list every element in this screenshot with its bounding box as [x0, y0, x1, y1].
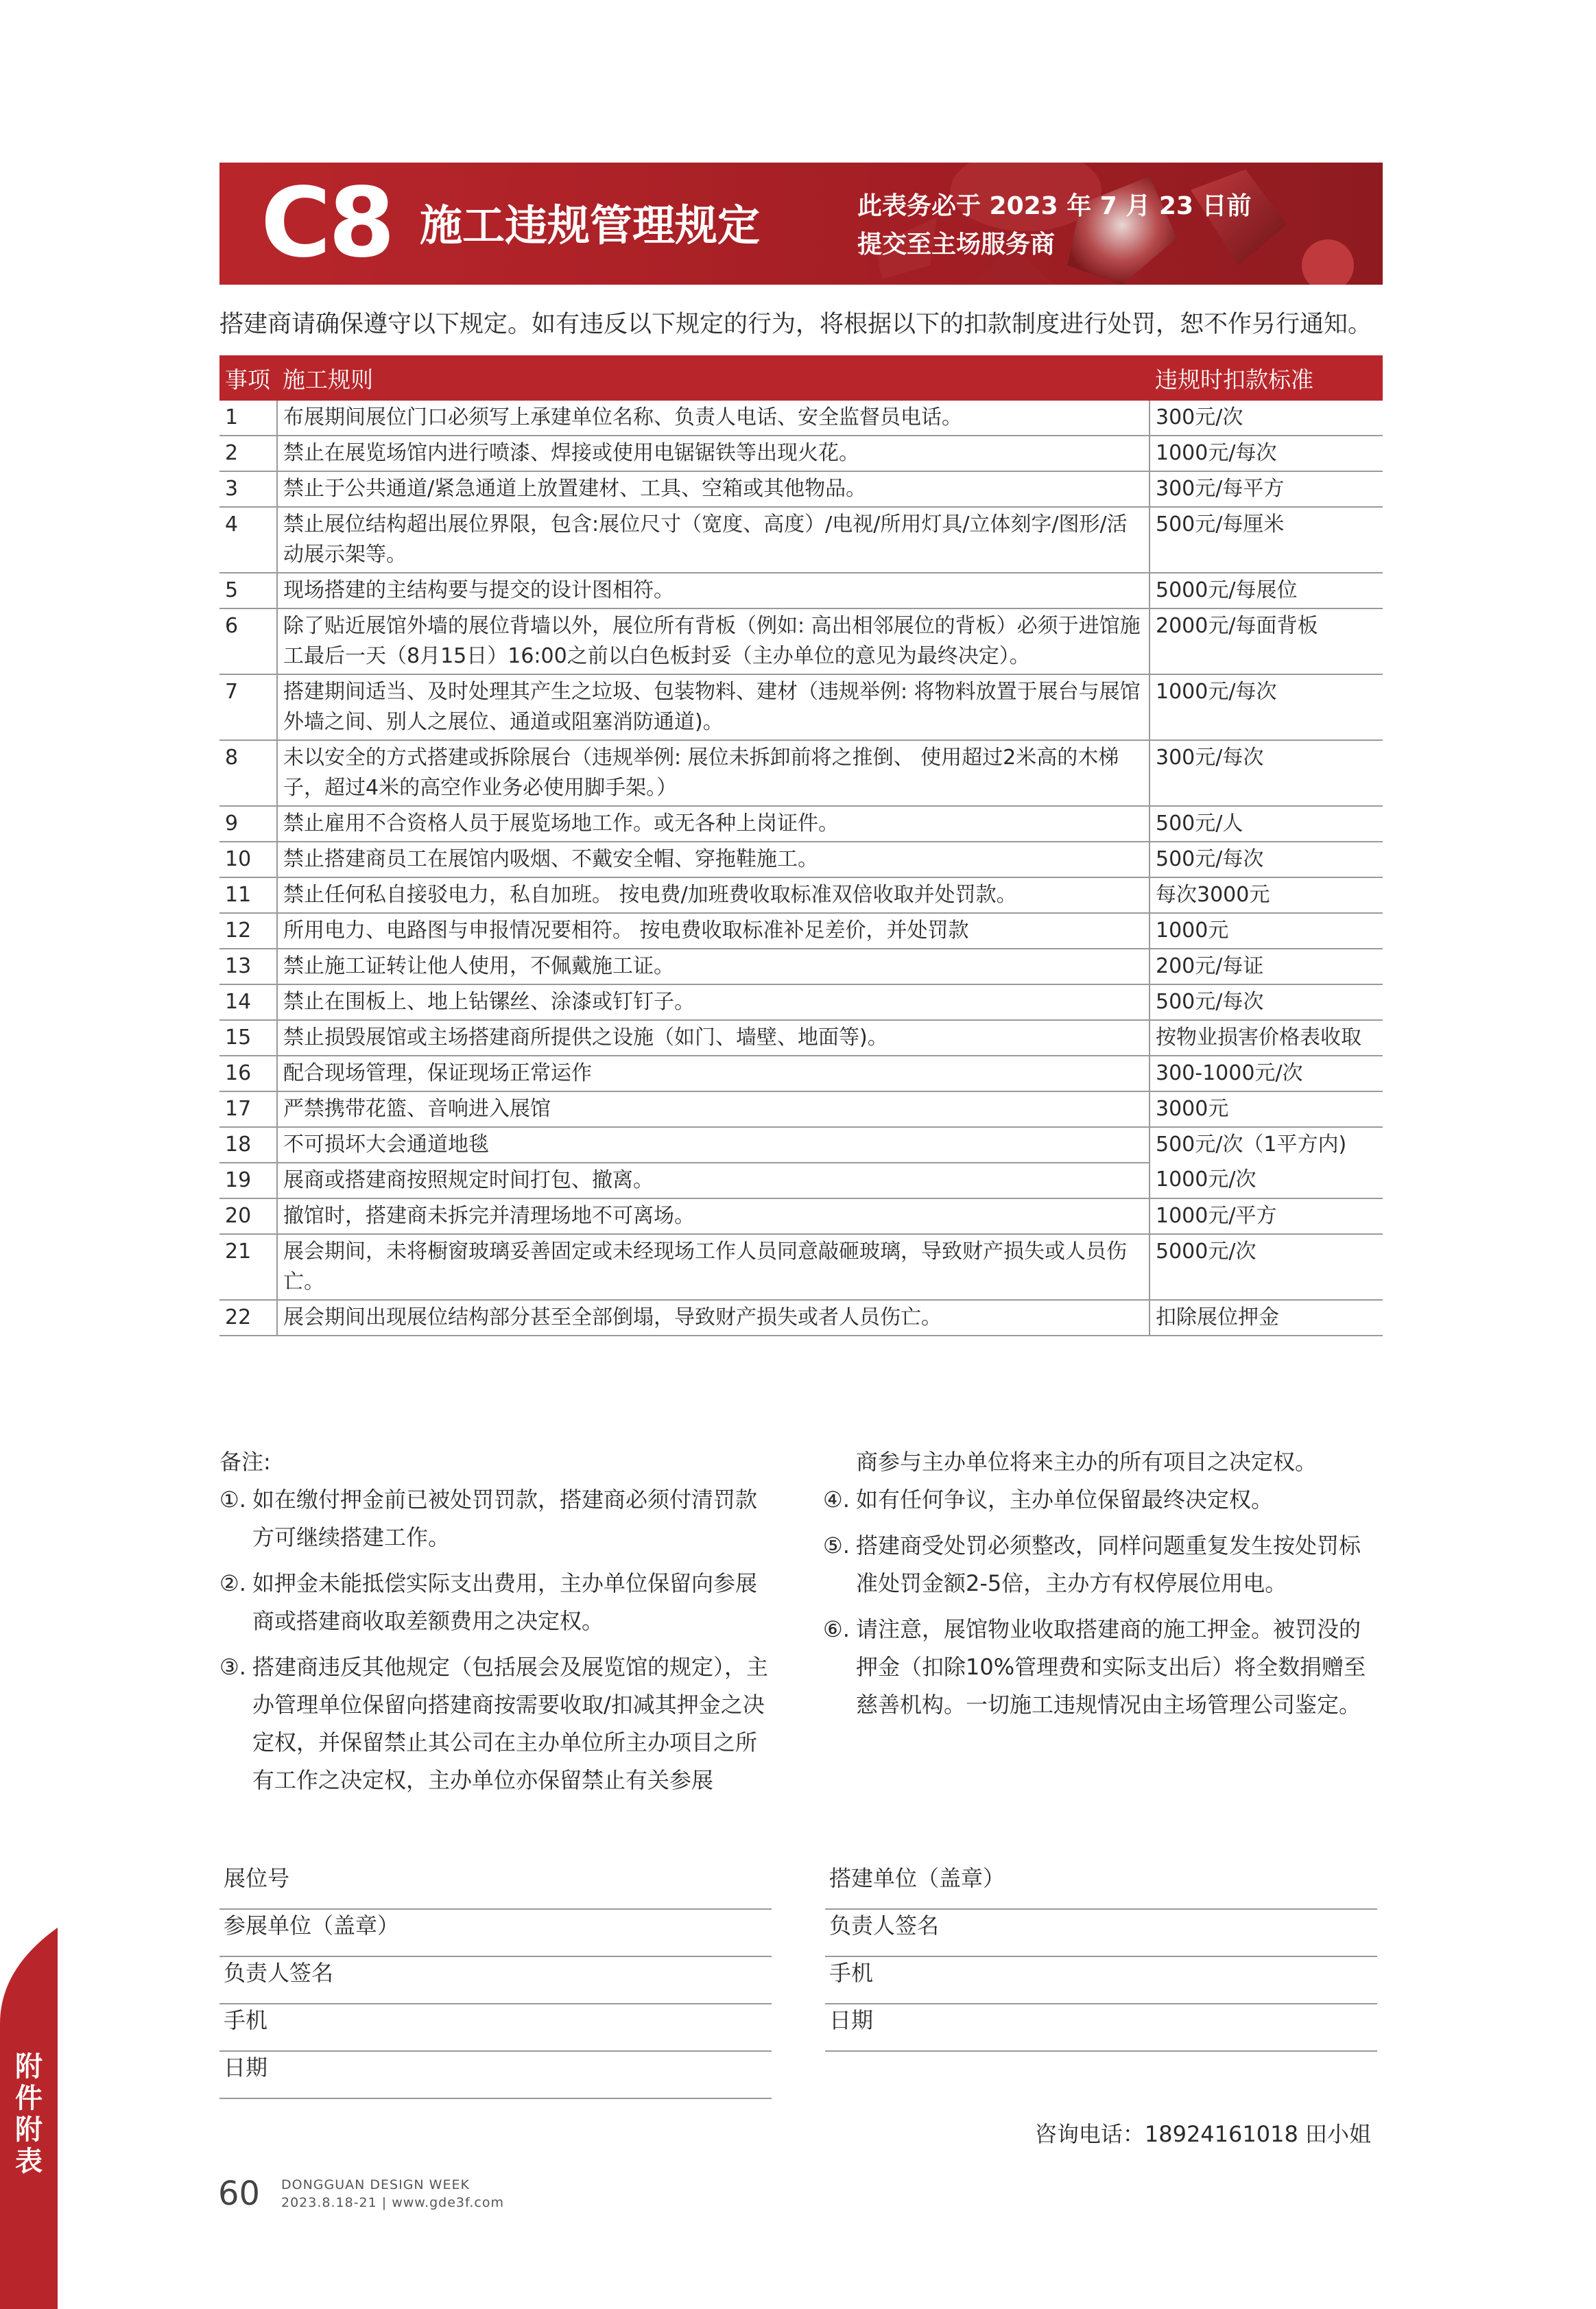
item-number: 22 — [219, 1300, 277, 1336]
item-number: 20 — [219, 1198, 277, 1234]
rule-text: 搭建期间适当、及时处理其产生之垃圾、包装物料、建材（违规举例: 将物料放置于展台与展馆外墙之间、别人之展位、通道或阻塞消防通道)。 — [277, 674, 1150, 740]
notes-right-list — [823, 1481, 1382, 1724]
table-row — [219, 1234, 1383, 1300]
form-field[interactable] — [825, 1958, 1377, 2004]
note-item — [219, 1481, 778, 1556]
note-text: 如在缴付押金前已被处罚罚款，搭建商必须付清罚款方可继续搭建工作。 — [252, 1487, 758, 1550]
table-row — [219, 1056, 1383, 1091]
note-item — [219, 1565, 778, 1640]
rules-table — [219, 355, 1383, 1336]
table-row — [219, 1091, 1383, 1127]
penalty-amount: 1000元/次 — [1150, 1163, 1383, 1198]
rule-text: 禁止施工证转让他人使用，不佩戴施工证。 — [277, 949, 1150, 984]
table-row — [219, 608, 1383, 674]
form-field[interactable] — [219, 2052, 772, 2099]
penalty-amount: 2000元/每面背板 — [1150, 608, 1383, 674]
item-number: 10 — [219, 842, 277, 877]
table-row — [219, 949, 1383, 984]
penalty-amount: 500元/人 — [1150, 806, 1383, 842]
penalty-amount: 按物业损害价格表收取 — [1150, 1020, 1383, 1056]
rule-text: 禁止任何私自接驳电力，私自加班。 按电费/加班费收取标准双倍收取并处罚款。 — [277, 877, 1150, 913]
penalty-amount: 200元/每证 — [1150, 949, 1383, 984]
notes-heading: 备注: — [219, 1449, 271, 1475]
item-number: 15 — [219, 1020, 277, 1056]
item-number: 8 — [219, 740, 277, 806]
form-field-label: 展位号 — [224, 1865, 290, 1891]
penalty-amount: 5000元/每展位 — [1150, 573, 1383, 608]
rule-text: 展会期间出现展位结构部分甚至全部倒塌，导致财产损失或者人员伤亡。 — [277, 1300, 1150, 1336]
table-row — [219, 573, 1383, 608]
item-number: 6 — [219, 608, 277, 674]
rule-text: 禁止在围板上、地上钻镙丝、涂漆或钉钉子。 — [277, 984, 1150, 1020]
table-row — [219, 1198, 1383, 1234]
table-row — [219, 806, 1383, 842]
penalty-amount: 扣除展位押金 — [1150, 1300, 1383, 1336]
penalty-amount: 1000元/平方 — [1150, 1198, 1383, 1234]
deadline-line-1: 此表务必于 2023 年 7 月 23 日前 — [857, 192, 1252, 220]
item-number: 4 — [219, 507, 277, 573]
form-field-label: 搭建单位（盖章） — [829, 1865, 1005, 1891]
form-field[interactable] — [219, 1958, 772, 2004]
form-field[interactable] — [219, 1910, 772, 1957]
note-number: ⑤. — [823, 1532, 850, 1559]
note-text: 搭建商违反其他规定（包括展会及展览馆的规定），主办管理单位保留向搭建商按需要收取/扣减其押金之决定权，并保留禁止其公司在主办单位所主办项目之所有工作之决定权，主办单位亦保留禁止有关参展 — [252, 1654, 769, 1793]
penalty-amount: 5000元/次 — [1150, 1234, 1383, 1300]
table-row — [219, 1020, 1383, 1056]
item-number: 11 — [219, 877, 277, 913]
rules-table-body — [219, 401, 1383, 1336]
form-field[interactable] — [219, 1863, 772, 1910]
item-number: 19 — [219, 1163, 277, 1198]
form-field-label: 手机 — [829, 1960, 874, 1986]
table-row — [219, 1300, 1383, 1336]
note-item — [823, 1611, 1382, 1724]
rule-text: 现场搭建的主结构要与提交的设计图相符。 — [277, 573, 1150, 608]
item-number: 13 — [219, 949, 277, 984]
note-number: ⑥. — [823, 1616, 850, 1642]
deadline-note — [857, 187, 1252, 264]
penalty-amount: 300元/每次 — [1150, 740, 1383, 806]
section-code: C8 — [261, 167, 393, 279]
table-row — [219, 740, 1383, 806]
item-number: 1 — [219, 401, 277, 436]
penalty-amount: 3000元 — [1150, 1091, 1383, 1127]
rule-text: 展会期间，未将橱窗玻璃妥善固定或未经现场工作人员同意敲砸玻璃，导致财产损失或人员伤亡。 — [277, 1234, 1150, 1300]
column-header-item: 事项 — [219, 355, 277, 401]
form-field-label: 参展单位（盖章） — [224, 1913, 400, 1939]
intro-text: 搭建商请确保遵守以下规定。如有违反以下规定的行为，将根据以下的扣款制度进行处罚，恕不作另行通知。 — [219, 311, 1372, 338]
penalty-amount: 1000元 — [1150, 913, 1383, 949]
item-number: 3 — [219, 471, 277, 507]
column-header-penalty: 违规时扣款标准 — [1150, 355, 1383, 401]
footer-brand — [281, 2176, 504, 2212]
contact-info: 咨询电话：18924161018 田小姐 — [1034, 2121, 1371, 2147]
rule-text: 未以安全的方式搭建或拆除展台（违规举例: 展位未拆卸前将之推倒、 使用超过2米高的木梯子，超过4米的高空作业务必使用脚手架。） — [277, 740, 1150, 806]
table-row — [219, 436, 1383, 471]
note-text: 如押金未能抵偿实际支出费用，主办单位保留向参展商或搭建商收取差额费用之决定权。 — [252, 1570, 758, 1634]
footer-info: 2023.8.18-21 | www.gde3f.com — [281, 2195, 504, 2210]
notes-right-column — [823, 1443, 1382, 1732]
notes-left-column — [219, 1443, 778, 1808]
page-number: 60 — [218, 2175, 261, 2213]
rule-text: 不可损坏大会通道地毯 — [277, 1127, 1150, 1163]
rule-text: 配合现场管理，保证现场正常运作 — [277, 1056, 1150, 1091]
notes-left-list — [219, 1481, 778, 1799]
penalty-amount: 1000元/每次 — [1150, 674, 1383, 740]
table-row — [219, 507, 1383, 573]
rule-text: 禁止于公共通道/紧急通道上放置建材、工具、空箱或其他物品。 — [277, 471, 1150, 507]
penalty-amount: 300元/次 — [1150, 401, 1383, 436]
side-tab-text: 附件附表 — [15, 2051, 43, 2177]
note-text: 如有任何争议，主办单位保留最终决定权。 — [856, 1487, 1274, 1513]
table-row — [219, 984, 1383, 1020]
penalty-amount: 500元/每厘米 — [1150, 507, 1383, 573]
item-number: 21 — [219, 1234, 277, 1300]
penalty-amount: 1000元/每次 — [1150, 436, 1383, 471]
form-field-label: 日期 — [224, 2055, 268, 2081]
form-field-label: 日期 — [829, 2007, 874, 2033]
item-number: 12 — [219, 913, 277, 949]
page-title: 施工违规管理规定 — [420, 200, 761, 250]
rule-text: 禁止展位结构超出展位界限，包含:展位尺寸（宽度、高度）/电视/所用灯具/立体刻字/图形/活动展示架等。 — [277, 507, 1150, 573]
note-number: ③. — [219, 1654, 246, 1680]
column-header-rule: 施工规则 — [277, 355, 1150, 401]
note-text: 请注意，展馆物业收取搭建商的施工押金。被罚没的押金（扣除10%管理费和实际支出后）将全数捐赠至慈善机构。一切施工违规情况由主场管理公司鉴定。 — [856, 1616, 1366, 1718]
note-item — [823, 1481, 1382, 1519]
rule-text: 禁止雇用不合资格人员于展览场地工作。或无各种上岗证件。 — [277, 806, 1150, 842]
form-field[interactable] — [825, 2005, 1377, 2052]
table-row — [219, 877, 1383, 913]
deadline-line-2: 提交至主场服务商 — [857, 230, 1056, 259]
table-row — [219, 674, 1383, 740]
table-header-row — [219, 355, 1383, 401]
form-field[interactable] — [825, 1863, 1377, 1910]
penalty-amount: 500元/次（1平方内) — [1150, 1127, 1383, 1163]
item-number: 17 — [219, 1091, 277, 1127]
note-item — [823, 1527, 1382, 1602]
notes-continuation: 商参与主办单位将来主办的所有项目之决定权。 — [856, 1449, 1318, 1475]
form-field-label: 手机 — [224, 2007, 268, 2033]
rule-text: 严禁携带花篮、音响进入展馆 — [277, 1091, 1150, 1127]
form-field[interactable] — [219, 2005, 772, 2052]
note-number: ①. — [219, 1487, 246, 1513]
rule-text: 禁止损毁展馆或主场搭建商所提供之设施（如门、墙壁、地面等)。 — [277, 1020, 1150, 1056]
item-number: 5 — [219, 573, 277, 608]
rule-text: 布展期间展位门口必须写上承建单位名称、负责人电话、安全监督员电话。 — [277, 401, 1150, 436]
note-item — [219, 1648, 778, 1799]
item-number: 2 — [219, 436, 277, 471]
note-text: 搭建商受处罚必须整改，同样问题重复发生按处罚标准处罚金额2-5倍，主办方有权停展位用电。 — [856, 1532, 1361, 1596]
penalty-amount: 300-1000元/次 — [1150, 1056, 1383, 1091]
item-number: 7 — [219, 674, 277, 740]
item-number: 18 — [219, 1127, 277, 1163]
penalty-amount: 500元/每次 — [1150, 842, 1383, 877]
form-field-label: 负责人签名 — [829, 1913, 940, 1939]
item-number: 14 — [219, 984, 277, 1020]
table-row — [219, 842, 1383, 877]
table-row — [219, 471, 1383, 507]
penalty-amount: 每次3000元 — [1150, 877, 1383, 913]
item-number: 16 — [219, 1056, 277, 1091]
rule-text: 除了贴近展馆外墙的展位背墙以外，展位所有背板（例如: 高出相邻展位的背板）必须于进馆施工最后一天（8月15日）16:00之前以白色板封妥（主办单位的意见为最终决定）。 — [277, 608, 1150, 674]
rule-text: 禁止在展览场馆内进行喷漆、焊接或使用电锯锯铁等出现火花。 — [277, 436, 1150, 471]
rule-text: 所用电力、电路图与申报情况要相符。 按电费收取标准补足差价，并处罚款 — [277, 913, 1150, 949]
form-field-label: 负责人签名 — [224, 1960, 334, 1986]
form-field[interactable] — [825, 1910, 1377, 1957]
side-tab-label — [11, 2051, 47, 2177]
header-banner — [219, 163, 1383, 285]
note-number: ②. — [219, 1570, 246, 1596]
table-row — [219, 1127, 1383, 1163]
table-row — [219, 913, 1383, 949]
footer-brand-name: DONGGUAN DESIGN WEEK — [281, 2177, 470, 2192]
note-number: ④. — [823, 1487, 850, 1513]
rule-text: 展商或搭建商按照规定时间打包、撤离。 — [277, 1163, 1150, 1198]
penalty-amount: 500元/每次 — [1150, 984, 1383, 1020]
table-row — [219, 401, 1383, 436]
item-number: 9 — [219, 806, 277, 842]
table-row — [219, 1163, 1383, 1198]
penalty-amount: 300元/每平方 — [1150, 471, 1383, 507]
rule-text: 撤馆时，搭建商未拆完并清理场地不可离场。 — [277, 1198, 1150, 1234]
rule-text: 禁止搭建商员工在展馆内吸烟、不戴安全帽、穿拖鞋施工。 — [277, 842, 1150, 877]
